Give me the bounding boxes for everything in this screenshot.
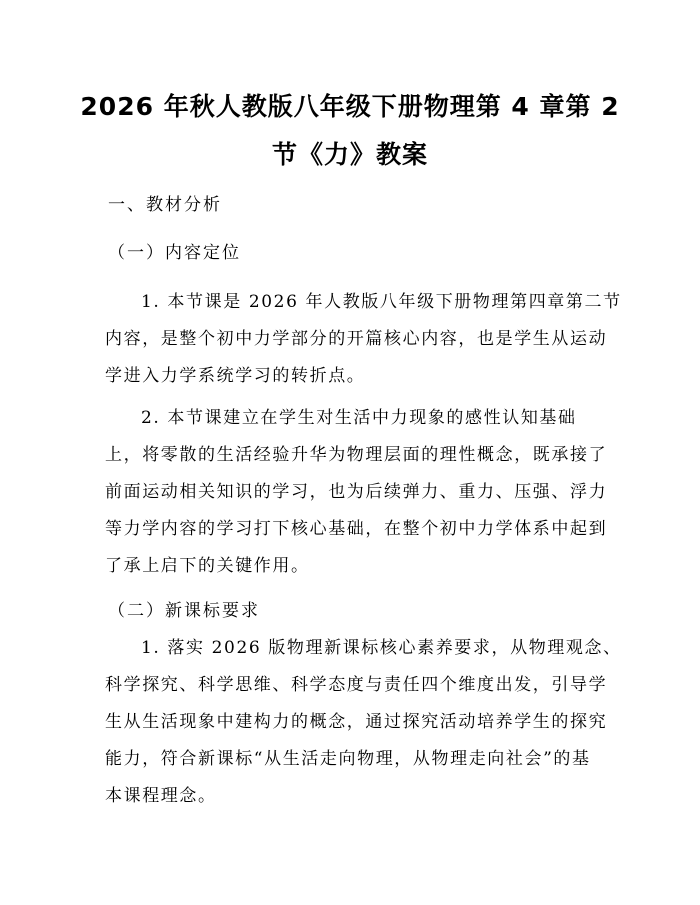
paragraph-2 <box>105 400 608 585</box>
subsection-heading-curriculum-requirements: （二）新课标要求 <box>108 601 260 621</box>
paragraph-1-line: 学进入力学系统学习的转折点。 <box>105 366 366 386</box>
paragraph-2-line: 了承上启下的关键作用。 <box>105 556 310 576</box>
paragraph-2-line: 等力学内容的学习打下核心基础，在整个初中力学体系中起到 <box>105 519 608 539</box>
paragraph-3-line: 生从生活现象中建构力的概念，通过探究活动培养学生的探究 <box>105 712 608 732</box>
subsection-heading-content-positioning: （一）内容定位 <box>108 243 241 263</box>
paragraph-3-line: 1. 落实 2026 版物理新课标核心素养要求，从物理观念、 <box>141 638 622 658</box>
section-heading-textbook-analysis: 一、教材分析 <box>108 195 222 215</box>
paragraph-3-line: 能力，符合新课标“从生活走向物理，从物理走向社会”的基 <box>105 749 591 769</box>
paragraph-2-line: 2. 本节课建立在学生对生活中力现象的感性认知基础 <box>141 408 577 428</box>
paragraph-1-line: 1. 本节课是 2026 年人教版八年级下册物理第四章第二节 <box>141 292 622 312</box>
paragraph-1-line: 内容，是整个初中力学部分的开篇核心内容，也是学生从运动 <box>105 329 608 349</box>
document-title-line-2: 节《力》教案 <box>271 140 428 169</box>
document-title-line-1: 2026 年秋人教版八年级下册物理第 4 章第 2 <box>80 92 620 121</box>
paragraph-3 <box>105 630 622 815</box>
paragraph-1 <box>105 284 622 395</box>
paragraph-2-line: 上，将零散的生活经验升华为物理层面的理性概念，既承接了 <box>105 445 608 465</box>
paragraph-3-line: 科学探究、科学思维、科学态度与责任四个维度出发，引导学 <box>105 675 608 695</box>
paragraph-2-line: 前面运动相关知识的学习，也为后续弹力、重力、压强、浮力 <box>105 482 608 502</box>
paragraph-3-line: 本课程理念。 <box>105 786 217 806</box>
